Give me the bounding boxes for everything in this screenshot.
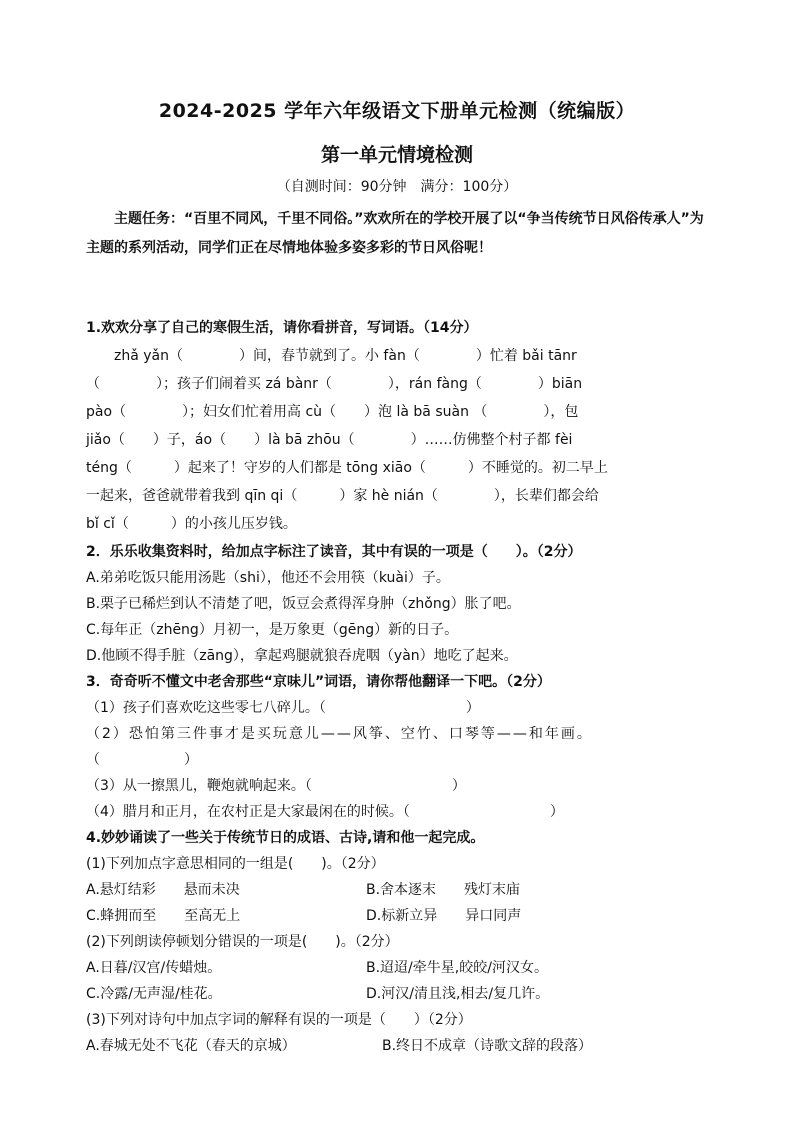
q1-heading: 1.欢欢分享了自己的寒假生活，请你看拼音，写词语。（14分） <box>86 320 478 336</box>
exam-meta: （自测时间：90分钟 满分：100分） <box>276 179 518 195</box>
q4-sub2-heading: (2)下列朗读停顿划分错误的一项是( )。（2分） <box>86 934 399 950</box>
q2-heading: 2．乐乐收集资料时，给加点字标注了读音，其中有误的一项是（ ）。（2分） <box>86 544 582 560</box>
q2-option: A.弟弟吃饭只能用汤匙（shi），他还不会用筷（kuài）子。 <box>86 570 450 586</box>
theme-intro: 主题任务：“百里不同风，千里不同俗。”欢欢所在的学校开展了以“争当传统节日风俗传承人”为主题的系列活动，同学们正在尽情地体验多姿多彩的节日风俗呢！ <box>86 211 704 256</box>
q4-sub2-option: D.河汉/清且浅,相去/复几许。 <box>366 986 550 1002</box>
q4-sub2-option: A.日暮/汉宫/传蜡烛。 <box>86 960 222 976</box>
q1-line: pào（ ）；妇女们忙着用高 cù（ ）泡 là bā suàn （ ），包 <box>86 404 579 420</box>
q1-line: 一起来，爸爸就带着我到 qīn qi（ ）家 hè nián（ ），长辈们都会给 <box>86 488 599 504</box>
q4-sub1-option: B.舍本逐末 残灯末庙 <box>366 882 521 898</box>
q3-item: （2）恐怕第三件事才是买玩意儿——风筝、空竹、口琴等——和年画。 <box>86 726 593 742</box>
q3-item: （3）从一擦黑儿，鞭炮就响起来。（ ） <box>86 778 466 794</box>
q3-heading: 3．奇奇听不懂文中老舍那些“京味儿”词语，请你帮他翻译一下吧。（2分） <box>86 674 551 690</box>
q1-line: zhǎ yǎn（ ）间，春节就到了。小 fàn（ ）忙着 bǎi tānr <box>86 348 577 364</box>
exam-title: 2024-2025 学年六年级语文下册单元检测（统编版） <box>158 100 636 122</box>
q4-sub1-heading: (1)下列加点字意思相同的一组是( )。（2分） <box>86 856 385 872</box>
q4-sub1-option: A.悬灯结彩 悬而未决 <box>86 882 240 898</box>
q1-line: téng（ ）起来了！守岁的人们都是 tōng xiāo（ ）不睡觉的。初二早上 <box>86 460 608 476</box>
q1-line: jiǎo（ ）子，áo（ ）là bā zhōu（ ）……仿佛整个村子都 fèi <box>86 432 573 448</box>
q2-option: B.栗子已稀烂到认不清楚了吧，饭豆会煮得浑身肿（zhǒng）胀了吧。 <box>86 596 521 612</box>
q4-sub2-option: B.迢迢/牵牛星,皎皎/河汉女。 <box>366 960 548 976</box>
q4-sub3-option: B.终日不成章（诗歌文辞的段落） <box>382 1038 593 1054</box>
q3-item: （1）孩子们喜欢吃这些零七八碎儿。（ ） <box>86 700 480 716</box>
q4-sub3-heading: (3)下列对诗句中加点字词的解释有误的一项是（ ）（2分） <box>86 1012 472 1028</box>
q1-line: bǐ cǐ（ ）的小孩儿压岁钱。 <box>86 516 297 532</box>
q4-heading: 4.妙妙诵读了一些关于传统节日的成语、古诗,请和他一起完成。 <box>86 830 485 846</box>
q4-sub1-option: D.标新立异 异口同声 <box>366 908 522 924</box>
q2-option: C.每年正（zhēng）月初一，是万象更（gēng）新的日子。 <box>86 622 459 638</box>
exam-subtitle: 第一单元情境检测 <box>320 144 473 166</box>
q4-sub2-option: C.冷露/无声湿/桂花。 <box>86 986 222 1002</box>
q4-sub3-option: A.春城无处不飞花（春天的京城） <box>86 1038 296 1054</box>
q1-line: （ ）；孩子们闹着买 zá bànr（ ），rán fàng（ ）biān <box>86 376 583 392</box>
q3-item-blank: （ ） <box>86 752 198 768</box>
q3-item: （4）腊月和正月，在农村正是大家最闲在的时候。（ ） <box>86 804 564 820</box>
q4-sub1-option: C.蜂拥而至 至高无上 <box>86 908 241 924</box>
q2-option: D.他顾不得手脏（zāng），拿起鸡腿就狼吞虎咽（yàn）地吃了起来。 <box>86 648 518 664</box>
